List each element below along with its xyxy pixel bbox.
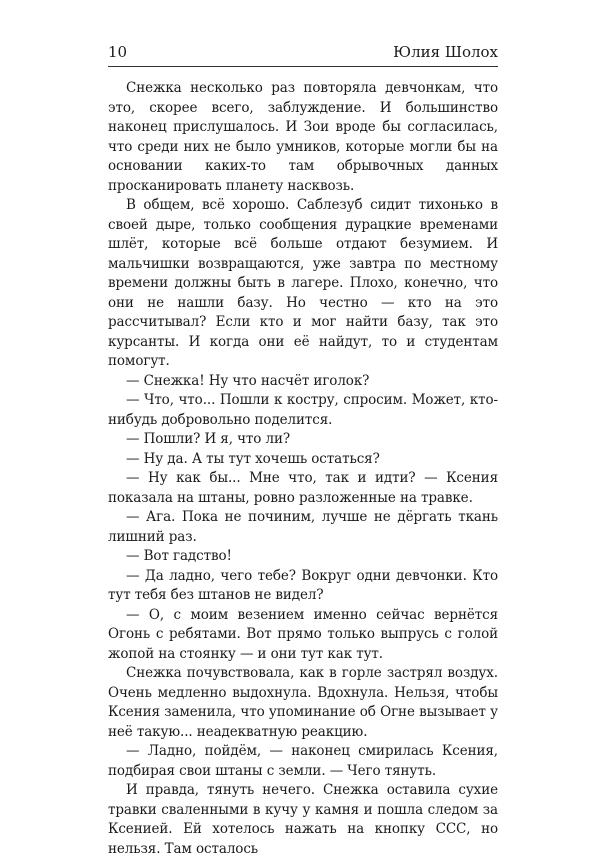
dialogue-line: — Ага. Пока не починим, лучше не дёргать ткань лишний раз. bbox=[108, 509, 498, 545]
dialogue-line: — Что, что... Пошли к костру, спросим. Может, кто-нибудь добровольно поделится. bbox=[108, 392, 498, 428]
dialogue-line: — Снежка! Ну что насчёт иголок? bbox=[126, 372, 370, 389]
running-header bbox=[108, 42, 498, 64]
dialogue-line: — Да ладно, чего тебе? Вокруг одни девчонки. Кто тут тебя без штанов не видел? bbox=[108, 567, 498, 603]
author-name: Юлия Шолох bbox=[393, 43, 498, 61]
dialogue-line: — О, с моим везением именно сейчас вернётся Огонь с ребятами. Вот прямо только выпрусь с голой жопой на стоянку — и они тут как тут. bbox=[108, 606, 498, 662]
paragraph: В общем, всё хорошо. Саблезуб сидит тихонько в своей дыре, только сообщения дурацкие временами шлёт, которые всё больше отдают безумием. И мальчишки возвращаются, уже завтра по местному времени должны быть в лагере. Плохо, конечно, что они не нашли базу. Но честно — кто на это рассчитывал? Если кто и мог найти базу, так это курсанты. И когда они её найдут, то и студентам помогут. bbox=[108, 197, 498, 369]
page-number: 10 bbox=[108, 43, 128, 61]
paragraph: И правда, тянуть нечего. Снежка оставила сухие травки сваленными в кучу у камня и пошла следом за Ксенией. Ей хотелось нажать на кнопку ССС, но нельзя. Там осталось bbox=[108, 782, 498, 857]
dialogue-line: — Вот гадство! bbox=[126, 548, 232, 564]
paragraph: Снежка несколько раз повторяла девчонкам, что это, скорее всего, заблуждение. И большинство наконец прислушалось. И Зои вроде бы согласилась, что среди них не было умников, которые могли бы на основании каких-то там обрывочных данных просканировать планету насквозь. bbox=[108, 80, 498, 194]
dialogue-line: — Ладно, пойдём, — наконец смирилась Ксения, подбирая свои штаны с земли. — Чего тянуть. bbox=[108, 743, 498, 779]
header-divider bbox=[108, 66, 498, 67]
body-text bbox=[108, 79, 498, 859]
paragraph: Снежка почувствовала, как в горле застрял воздух. Очень медленно выдохнула. Вдохнула. Нельзя, чтобы Ксения заменила, что упоминание об Огне вызывает у неё такую... неадекватную реакцию. bbox=[108, 665, 498, 740]
dialogue-line: — Ну да. А ты тут хочешь остаться? bbox=[126, 450, 380, 467]
dialogue-line: — Ну как бы... Мне что, так и идти? — Ксения показала на штаны, ровно разложенные на травке. bbox=[108, 470, 498, 506]
dialogue-line: — Пошли? И я, что ли? bbox=[126, 431, 291, 447]
